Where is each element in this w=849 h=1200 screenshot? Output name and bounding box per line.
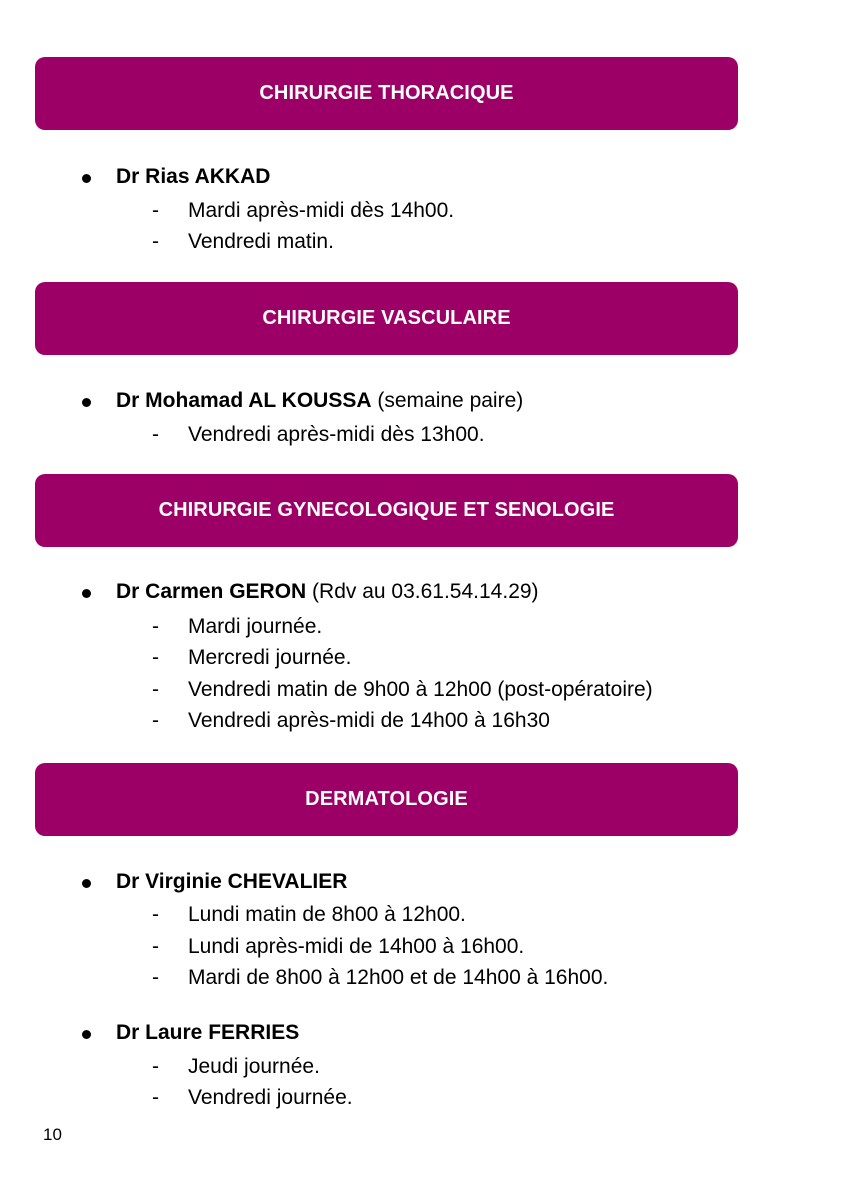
dash-marker: - bbox=[152, 230, 159, 253]
doctor-name: Dr Mohamad AL KOUSSA bbox=[116, 389, 372, 412]
schedule-text: Mercredi journée. bbox=[188, 646, 352, 669]
section-banner-chirurgie-gynecologique bbox=[35, 474, 738, 547]
schedule-text: Lundi après-midi de 14h00 à 16h00. bbox=[188, 935, 525, 958]
doctor-name: Dr Virginie CHEVALIER bbox=[116, 870, 348, 893]
bullet-icon bbox=[82, 174, 91, 183]
dash-marker: - bbox=[152, 1086, 159, 1109]
schedule-text: Vendredi journée. bbox=[188, 1086, 353, 1109]
dash-marker: - bbox=[152, 709, 159, 732]
schedule-text: Vendredi après-midi dès 13h00. bbox=[188, 423, 485, 446]
section-title: CHIRURGIE THORACIQUE bbox=[259, 82, 514, 104]
dash-marker: - bbox=[152, 423, 159, 446]
bullet-icon bbox=[82, 879, 91, 888]
section-banner-chirurgie-thoracique bbox=[35, 57, 738, 130]
page-number: 10 bbox=[43, 1125, 62, 1144]
dash-marker: - bbox=[152, 199, 159, 222]
doctor-name: Dr Carmen GERON bbox=[116, 580, 307, 603]
schedule-text: Jeudi journée. bbox=[188, 1055, 320, 1078]
dash-marker: - bbox=[152, 935, 159, 958]
section-title: DERMATOLOGIE bbox=[305, 788, 468, 810]
section-title: CHIRURGIE GYNECOLOGIQUE ET SENOLOGIE bbox=[158, 499, 615, 521]
schedule-text: Lundi matin de 8h00 à 12h00. bbox=[188, 903, 466, 926]
schedule-text: Vendredi matin de 9h00 à 12h00 (post-opératoire) bbox=[188, 678, 653, 701]
doctor-name: Dr Rias AKKAD bbox=[116, 165, 271, 188]
doctor-note: (Rdv au 03.61.54.14.29) bbox=[306, 580, 539, 603]
dash-marker: - bbox=[152, 646, 159, 669]
section-banner-chirurgie-vasculaire bbox=[35, 282, 738, 355]
schedule-text: Mardi de 8h00 à 12h00 et de 14h00 à 16h00. bbox=[188, 966, 609, 989]
dash-marker: - bbox=[152, 1055, 159, 1078]
dash-marker: - bbox=[152, 615, 159, 638]
doctor-name: Dr Laure FERRIES bbox=[116, 1021, 300, 1044]
dash-marker: - bbox=[152, 678, 159, 701]
dash-marker: - bbox=[152, 903, 159, 926]
section-title: CHIRURGIE VASCULAIRE bbox=[262, 307, 511, 329]
schedule-text: Mardi après-midi dès 14h00. bbox=[188, 199, 455, 222]
bullet-icon bbox=[82, 398, 91, 407]
dash-marker: - bbox=[152, 966, 159, 989]
doctor-note: (semaine paire) bbox=[371, 389, 524, 412]
schedule-text: Vendredi matin. bbox=[188, 230, 334, 253]
bullet-icon bbox=[82, 1030, 91, 1039]
schedule-text: Mardi journée. bbox=[188, 615, 323, 638]
schedule-text: Vendredi après-midi de 14h00 à 16h30 bbox=[188, 709, 550, 732]
bullet-icon bbox=[82, 589, 91, 598]
section-banner-dermatologie bbox=[35, 763, 738, 836]
